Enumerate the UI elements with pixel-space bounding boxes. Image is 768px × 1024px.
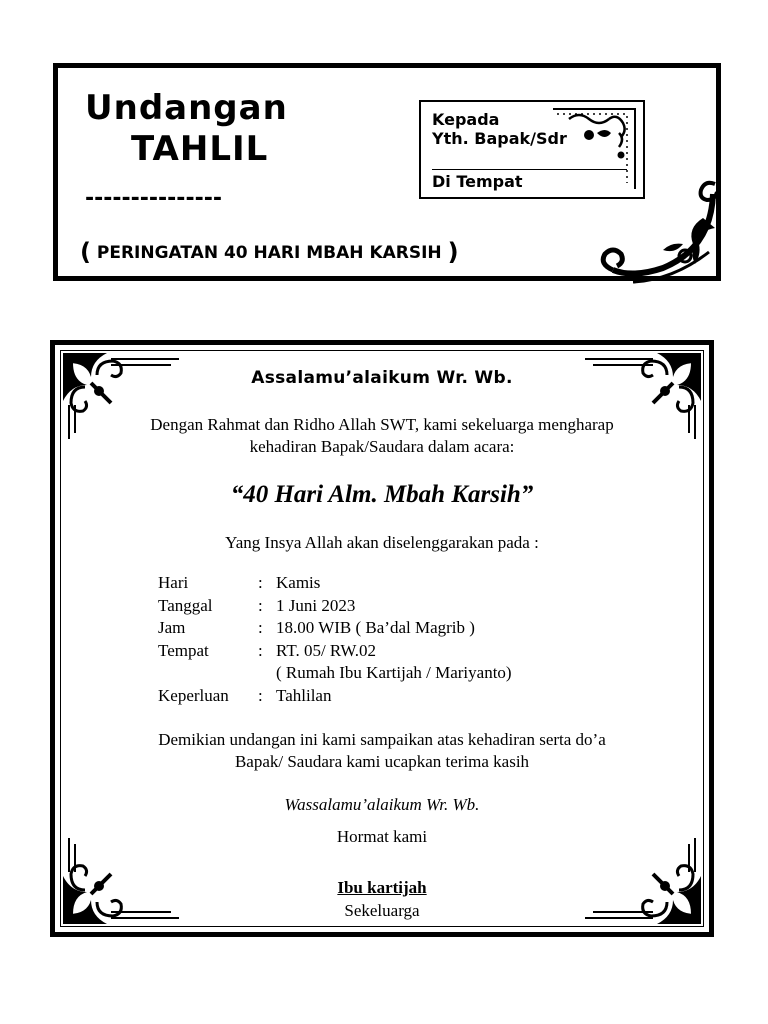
detail-value: Kamis [276, 573, 321, 592]
detail-value: RT. 05/ RW.02 [276, 640, 377, 660]
detail-row [158, 595, 512, 618]
envelope-subtitle [80, 238, 459, 266]
detail-label: Tanggal [158, 595, 213, 615]
signer-subtitle: Sekeluarga [344, 901, 420, 920]
closing-line2: Bapak/ Saudara kami ucapkan terima kasih [234, 752, 530, 771]
corner-ornament-icon [593, 178, 723, 288]
detail-separator: : [258, 618, 263, 637]
greeting: Assalamu’alaikum Wr. Wb. [251, 368, 513, 388]
detail-separator: : [258, 573, 263, 592]
detail-label: Jam [158, 618, 186, 637]
subtitle-open-paren: ( [80, 238, 91, 266]
address-to: Kepada [432, 110, 500, 129]
detail-separator: : [258, 685, 263, 705]
event-title: “40 Hari Alm. Mbah Karsih” [230, 481, 534, 508]
detail-label [158, 662, 258, 685]
detail-row [158, 662, 512, 685]
invitation-card [50, 340, 714, 937]
subtitle-close-paren: ) [447, 238, 459, 266]
detail-value: Tahlilan [276, 685, 332, 705]
closing-salam: Wassalamu’alaikum Wr. Wb. [284, 795, 480, 814]
signer-name: Ibu kartijah [337, 878, 427, 897]
address-name: Yth. Bapak/Sdr [432, 129, 567, 148]
detail-label: Keperluan [158, 685, 229, 705]
intro-line1: Dengan Rahmat dan Ridho Allah SWT, kami sekeluarga mengharap [150, 415, 614, 434]
detail-row [158, 640, 512, 663]
event-details [158, 572, 512, 707]
envelope-title-dashes: --------------- [85, 186, 222, 211]
envelope-title-line1: Undangan [85, 88, 288, 128]
envelope-card [53, 63, 721, 281]
detail-value: ( Rumah Ibu Kartijah / Mariyanto) [276, 663, 512, 682]
intro-line2: kehadiran Bapak/Saudara dalam acara: [249, 437, 515, 456]
detail-label: Hari [158, 573, 189, 592]
detail-label: Tempat [158, 640, 209, 660]
schedule-intro: Yang Insya Allah akan diselenggarakan pada : [225, 533, 539, 552]
intro-paragraph [55, 414, 709, 458]
address-place: Di Tempat [432, 172, 523, 191]
detail-separator: : [258, 640, 263, 660]
detail-separator [258, 662, 276, 685]
detail-value: 1 Juni 2023 [276, 595, 356, 615]
envelope-title-line2: TAHLIL [131, 129, 269, 169]
subtitle-text: PERINGATAN 40 HARI MBAH KARSIH [96, 243, 442, 263]
closing-paragraph [55, 729, 709, 773]
detail-row [158, 572, 512, 595]
regards: Hormat kami [336, 827, 428, 846]
detail-separator: : [258, 595, 263, 615]
detail-value: 18.00 WIB ( Ba’dal Magrib ) [276, 618, 475, 637]
detail-row [158, 617, 512, 640]
closing-line1: Demikian undangan ini kami sampaikan atas kehadiran serta do’a [158, 730, 606, 749]
detail-row [158, 685, 512, 708]
